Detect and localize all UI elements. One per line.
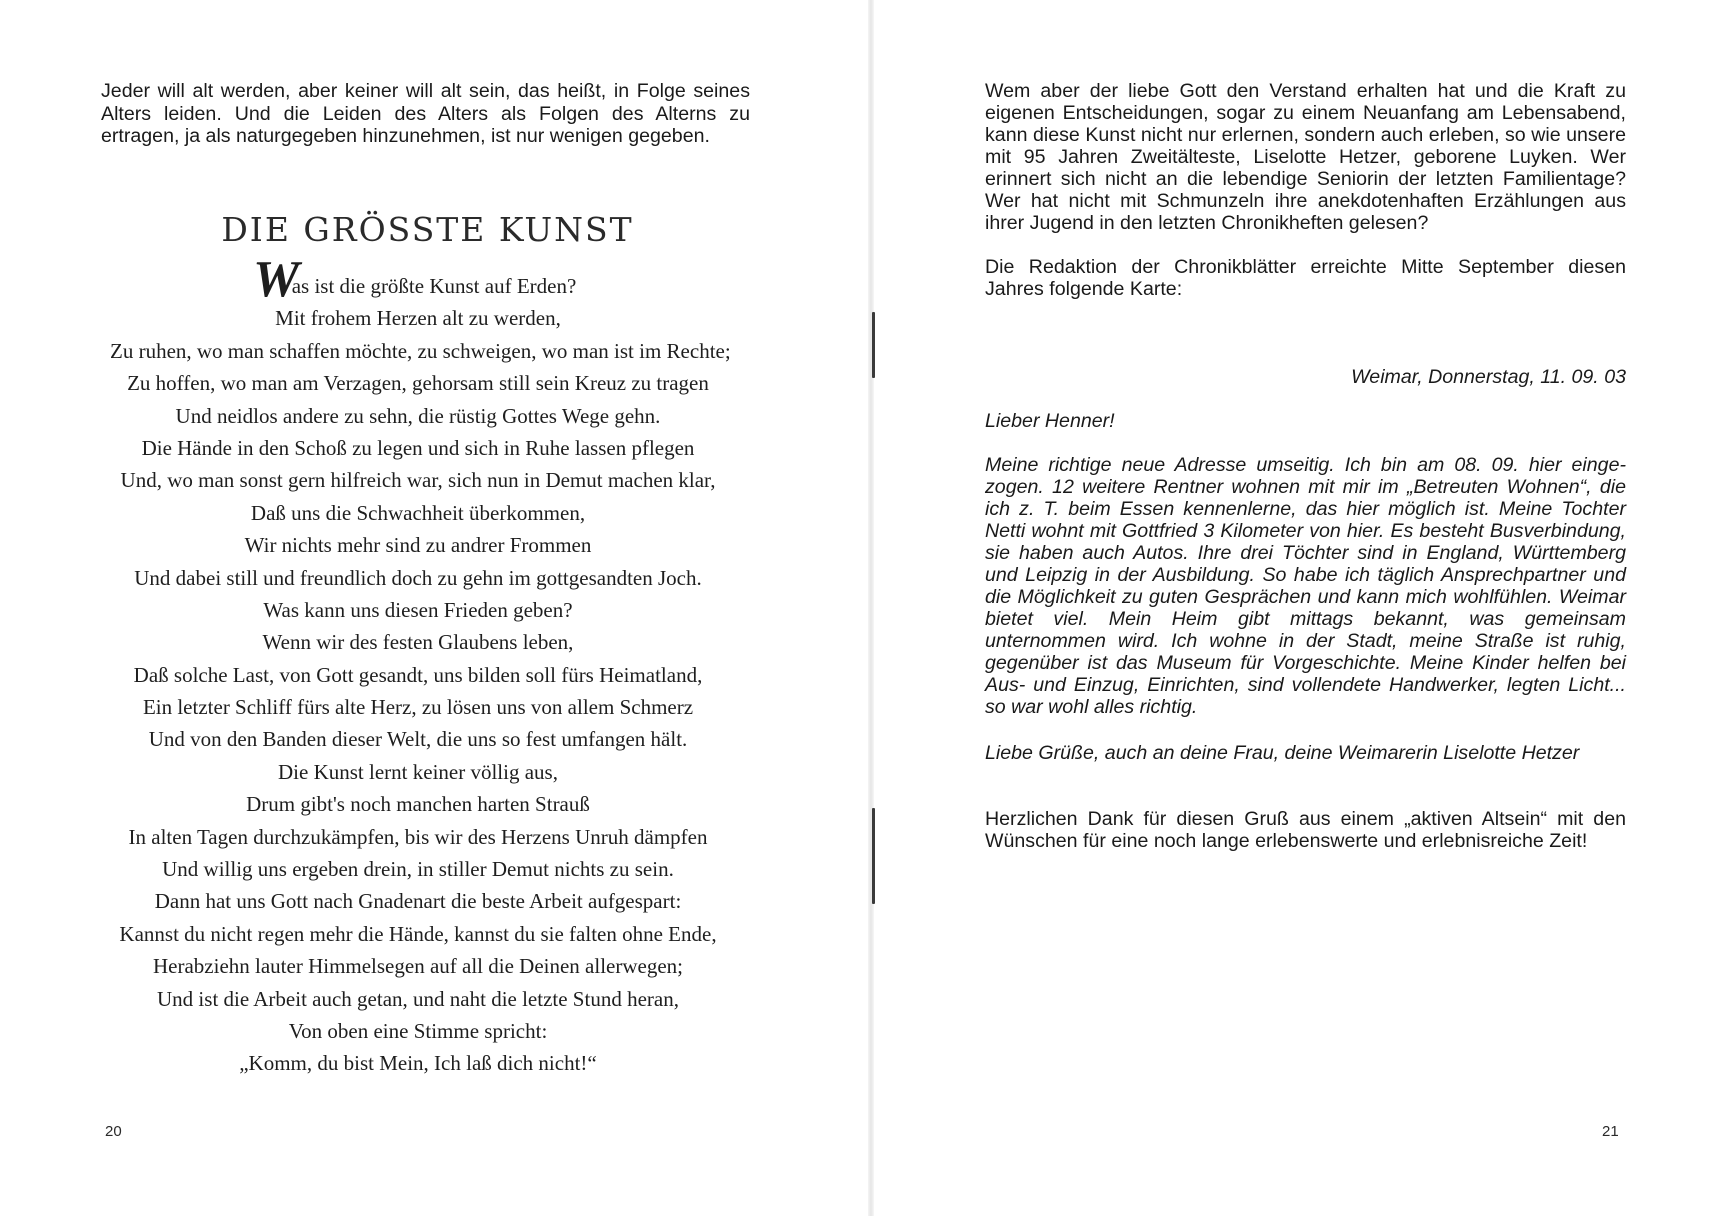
poem-line: In alten Tagen durchzukämpfen, bis wir des Herzens Unruh dämpfen: [128, 824, 708, 849]
poem-line: Zu ruhen, wo man schaffen möchte, zu schweigen, wo man ist im Rechte;: [110, 338, 731, 363]
card-body: Meine richtige neue Adresse umseitig. Ich bin am 08. 09. hier eingezogen. 12 weitere Rentner wohnen mit mir im „Betreuten Wohnen“, die ich z. T. beim Essen kennenlerne, das hier möglich ist. Meine Tochter Netti wohnt mit Gottfried 3 Kilometer von hier. Es besteht Busverbindung, sie haben auch Autos. Ihre drei Töchter sind in England, Württemberg und Leipzig in der Ausbildung. So habe ich täglich Ansprechpartner und die Möglichkeit zu guten Gesprächen und kann mich wohlfühlen. Weimar bietet viel. Mein Heim gibt mittags bekannt, was gemeinsam unternommen wird. Ich wohne in der Stadt, meine Straße ist ruhig, gegenüber ist das Museum für Vorgeschichte. Meine Kinder helfen bei Aus- und Einzug, Einrichten, sind vollendete Handwerker, legten Licht... so war wohl alles richtig.: [985, 454, 1626, 718]
poem-line: Daß solche Last, von Gott gesandt, uns bilden soll fürs Heimatland,: [133, 662, 703, 687]
poem-line: Die Kunst lernt keiner völlig aus,: [278, 759, 558, 784]
paragraph-card-intro: Die Redaktion der Chronikblätter erreichte Mitte September diesen Jahres folgende Karte:: [985, 256, 1626, 300]
poem-line: Zu hoffen, wo man am Verzagen, gehorsam still sein Kreuz zu tragen: [127, 371, 709, 396]
poem-line: Und ist die Arbeit auch getan, und naht die letzte Stund heran,: [157, 986, 679, 1011]
poem-line: Und neidlos andere zu sehn, die rüstig Gottes Wege gehn.: [175, 403, 661, 428]
intro-paragraph: Jeder will alt werden, aber keiner will alt sein, das heißt, in Folge seines Alters leiden. Und die Leiden des Alters als Folgen des Alterns zu ertragen, ja als naturgegeben hinzunehmen, ist nur wenigen gegeben.: [101, 80, 750, 147]
card-salutation: Lieber Henner!: [985, 410, 1115, 432]
poem-line: Und willig uns ergeben drein, in stiller Demut nichts zu sein.: [162, 857, 674, 882]
poem-line: Kannst du nicht regen mehr die Hände, kannst du sie falten ohne Ende,: [119, 921, 717, 946]
page-number-left: 20: [105, 1123, 122, 1140]
poem-line: Drum gibt's noch manchen harten Strauß: [246, 792, 590, 817]
poem-line: Von oben eine Stimme spricht:: [288, 1018, 548, 1043]
poem: [110, 270, 731, 1080]
poem-line: „Komm, du bist Mein, Ich laß dich nicht!“: [239, 1051, 597, 1076]
poem-line: Ein letzter Schliff fürs alte Herz, zu lösen uns von allem Schmerz: [142, 695, 694, 720]
poem-line: Dann hat uns Gott nach Gnadenart die beste Arbeit aufgespart:: [154, 889, 682, 914]
book-gutter: [868, 0, 874, 1216]
poem-line: Die Hände in den Schoß zu legen und sich in Ruhe lassen pflegen: [141, 435, 695, 460]
poem-line: as ist die größte Kunst auf Erden?: [291, 274, 577, 298]
poem-line: Was kann uns diesen Frieden geben?: [263, 597, 573, 622]
poem-title: DIE GRÖSSTE KUNST: [221, 210, 634, 249]
poem-line: Und, wo man sonst gern hilfreich war, sich nun in Demut machen klar,: [120, 468, 716, 493]
binding-staple-bottom: [872, 808, 875, 904]
poem-line: Wir nichts mehr sind zu andrer Frommen: [244, 533, 592, 558]
poem-line: Und von den Banden dieser Welt, die uns so fest umfangen hält.: [148, 727, 688, 752]
poem-line: Mit frohem Herzen alt zu werden,: [275, 306, 561, 331]
binding-staple-top: [872, 312, 875, 378]
page-number-right: 21: [1602, 1123, 1619, 1140]
card-date: Weimar, Donnerstag, 11. 09. 03: [1351, 366, 1626, 388]
poem-line: Wenn wir des festen Glaubens leben,: [262, 630, 574, 655]
poem-line: Und dabei still und freundlich doch zu gehn im gottgesandten Joch.: [134, 565, 702, 590]
paragraph-intro: Wem aber der liebe Gott den Verstand erhalten hat und die Kraft zu eigenen Entscheidungen, sogar zu einem Neuanfang am Lebensabend, kann diese Kunst nicht nur erlernen, sondern auch erleben, so wie unsere mit 95 Jahren Zweitälteste, Liselotte Hetzer, geborene Luyken. Wer erinnert sich nicht an die lebendige Seniorin der letzten Familientage? Wer hat nicht mit Schmunzeln ihre anekdotenhaften Erzählungen aus ihrer Jugend in den letzten Chronikheften gelesen?: [985, 80, 1626, 234]
poem-drop-cap: W: [253, 251, 300, 308]
card-closing: Liebe Grüße, auch an deine Frau, deine Weimarerin Liselotte Hetzer: [985, 742, 1580, 764]
poem-line: Herabziehn lauter Himmelsegen auf all die Deinen allerwegen;: [152, 954, 683, 979]
paragraph-thanks: Herzlichen Dank für diesen Gruß aus einem „aktiven Altsein“ mit den Wünschen für eine noch lange erlebenswerte und erlebnisreiche Zeit!: [985, 808, 1626, 852]
poem-line: Daß uns die Schwachheit überkommen,: [250, 500, 586, 525]
